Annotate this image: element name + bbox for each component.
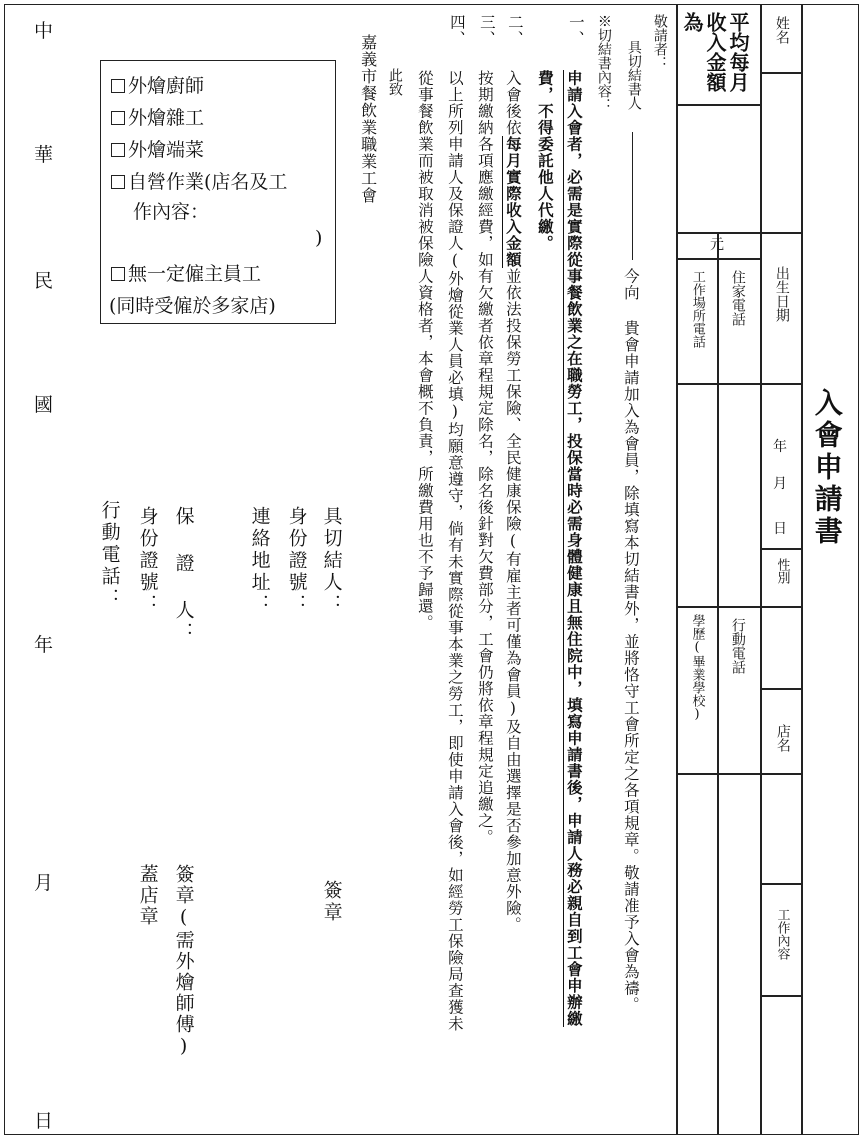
item4-text: 以上所列申請人及保證人(外燴從業人員必填)均願意遵守，倘有未實際從事本業之勞工，即使申請入會後，如經勞工保險局查獲未 [445, 70, 464, 1032]
date-min: 民 [34, 270, 54, 292]
item4-num: 四、 [447, 14, 466, 47]
checkbox-icon[interactable] [111, 79, 125, 93]
guarantor-label: 保 證 人： [172, 506, 195, 644]
item1-text: 申請入會者，必需是實際從事餐飲業之在職勞工，投保當時必需身體健康且無住院中，填寫申請書後，申請人務必親自到工會申辦繳 [564, 70, 584, 1027]
birth-label: 出生日期 [773, 266, 790, 322]
closing-text: 此致 [386, 68, 403, 96]
income-label: 平均每月收入金額為 [680, 12, 750, 92]
income-unit: 元 [710, 237, 724, 253]
guarantor-id-label: 身份證號： [136, 506, 159, 616]
address-label: 連絡地址： [248, 506, 271, 616]
item1-num: 一、 [566, 14, 585, 47]
home-phone-label: 住家電話 [729, 270, 746, 326]
shop-label: 店名 [774, 724, 791, 752]
gender-label: 性別 [774, 558, 790, 584]
item3-num: 三、 [477, 14, 496, 47]
checkbox-icon[interactable] [111, 111, 125, 125]
salutation: 敬請者： [651, 14, 668, 70]
option-self-employed-cont: 作內容： [133, 201, 210, 223]
checkbox-icon[interactable] [111, 175, 125, 189]
mobile-label: 行動電話 [729, 618, 746, 674]
checkbox-icon[interactable] [111, 143, 125, 157]
work-content-label: 工作內容 [774, 908, 790, 960]
category-box [100, 60, 336, 324]
guarantor-mobile-label: 行動電話： [98, 500, 121, 610]
item2-num: 二、 [505, 14, 524, 47]
item4-text-cont: 從事餐飲業而被取消被保險人資格者，本會概不負責，所繳費用也不予歸還。 [415, 70, 434, 631]
content-label: ※切結書內容： [595, 14, 612, 112]
shop-seal: 蓋店章 [136, 864, 159, 927]
date-zh: 中 [34, 20, 54, 42]
option-outside-server[interactable]: 外燴端菜 [111, 135, 204, 162]
pledger-signature: 簽章 [320, 880, 343, 924]
option-outside-chef[interactable]: 外燴廚師 [111, 71, 204, 98]
item2-text: 入會後依每月實際收入金額並依法投保勞工保險、全民健康保險(有雇主者可僅為會員)及自由選擇是否參加意外險。 [503, 70, 523, 933]
intro-text: 今向 貴會申請加入為會員，除填寫本切結書外，並將恪守工會所定之各項規章。敬請准予入會為禱。 [621, 268, 640, 1013]
checkbox-icon[interactable] [111, 267, 125, 281]
date-month: 月 [34, 872, 54, 894]
education-label: 學歷(畢業學校) [689, 614, 705, 722]
guarantor-signature: 簽章(需外燴師傅) [172, 864, 195, 1059]
birth-day-label: 日 [773, 521, 787, 537]
pledger-blank-line [632, 132, 633, 260]
date-guo: 國 [34, 394, 54, 416]
date-hua: 華 [34, 144, 54, 166]
option-outside-helper[interactable]: 外燴雜工 [111, 103, 204, 130]
birth-month-label: 月 [773, 476, 787, 492]
pledger-title: 具切結書人 [625, 40, 642, 110]
option-self-employed-close: ) [315, 227, 323, 249]
item1-text-cont: 費，不得委託他人代繳。 [535, 70, 555, 252]
date-year: 年 [34, 634, 54, 656]
option-self-employed[interactable]: 自營作業(店名及工 [111, 167, 287, 194]
item3-text: 按期繳納各項應繳經費，如有欠繳者依章程規定除名，除名後針對欠費部分，工會仍將依章程規定追繳之。 [475, 70, 494, 846]
page-title: 入會申請書 [810, 388, 844, 548]
option-no-fixed-employer-note: (同時受僱於多家店) [109, 295, 276, 317]
pledger-sign-label: 具切結人： [320, 506, 343, 616]
option-no-fixed-employer[interactable]: 無一定僱主員工 [111, 259, 261, 286]
birth-year-label: 年 [773, 439, 787, 455]
pledger-id-label: 身份證號： [285, 506, 308, 616]
union-name: 嘉義市餐飲業職業工會 [358, 34, 378, 204]
date-day: 日 [34, 1110, 54, 1132]
name-label: 姓名 [773, 16, 790, 44]
work-phone-label: 工作場所電話 [689, 270, 705, 348]
